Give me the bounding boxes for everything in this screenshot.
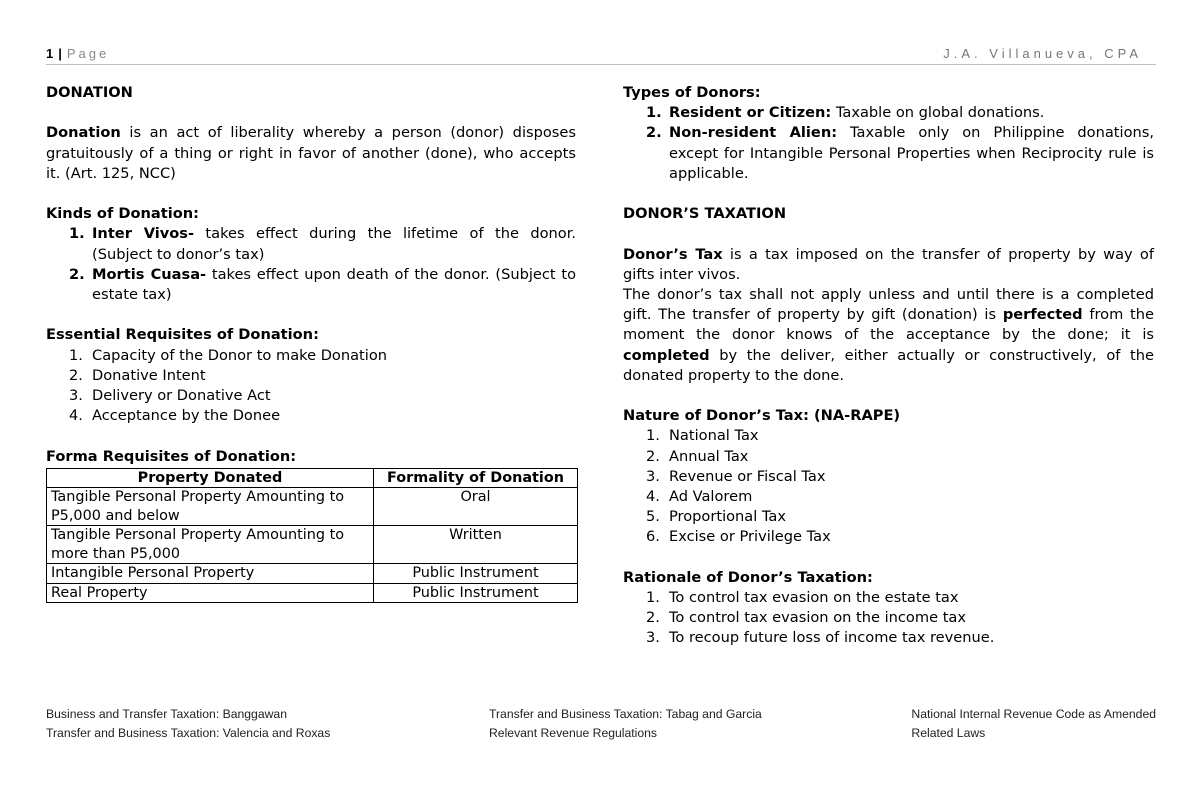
item-number: 2.: [646, 447, 660, 465]
reference-text: Relevant Revenue Regulations: [489, 726, 658, 740]
list-item: [46, 406, 576, 426]
list-item: [623, 487, 1154, 507]
item-text: National Tax: [669, 427, 759, 445]
page-number: 1: [46, 46, 56, 61]
property-cell: Tangible Personal Property Amounting to more than P5,000: [47, 526, 374, 564]
item-text: Capacity of the Donor to make Donation: [92, 346, 388, 364]
item-text: To control tax evasion on the income tax: [669, 609, 966, 627]
rationale-heading: Rationale of Donor’s Taxation:: [623, 568, 873, 586]
footer-references-2: [489, 705, 762, 743]
item-number: 2.: [646, 124, 662, 142]
table-row: [47, 583, 578, 603]
list-item: [46, 346, 576, 366]
item-text: Acceptance by the Donee: [92, 407, 281, 425]
essential-list: [46, 346, 576, 427]
reference-text: Related Laws: [911, 726, 986, 740]
item-number: 4.: [69, 407, 83, 425]
emphasis-completed: completed: [623, 346, 710, 364]
completion-paragraph: [623, 285, 1154, 386]
types-heading: Types of Donors:: [623, 84, 761, 101]
item-text: Annual Tax: [669, 447, 749, 465]
item-number: 1.: [646, 104, 662, 122]
donation-heading: DONATION: [46, 84, 133, 101]
item-number: 4.: [646, 488, 660, 506]
list-item: [46, 386, 576, 406]
item-number: 1.: [69, 225, 85, 243]
reference-text: Transfer and Business Taxation: Valencia and Roxas: [46, 726, 331, 740]
forma-heading: Forma Requisites of Donation:: [46, 447, 297, 465]
nature-heading: Nature of Donor’s Tax: (NA-RAPE): [623, 407, 901, 425]
item-text: Delivery or Donative Act: [92, 387, 271, 404]
forma-table: [46, 468, 578, 604]
table-header-row: [47, 468, 578, 488]
list-item: [623, 628, 1154, 648]
table-row: [47, 564, 578, 584]
formality-cell: Oral: [374, 488, 578, 526]
item-text: Donative Intent: [92, 366, 206, 384]
footer-references-3: [911, 705, 1156, 743]
item-text: Taxable only on Philippine donations, except for Intangible Personal Properties when Reciprocity rule is applicable.: [669, 124, 1154, 182]
item-text: takes effect during the lifetime of the donor. (Subject to donor’s tax): [92, 225, 576, 263]
item-number: 3.: [646, 629, 660, 647]
list-item: [623, 123, 1154, 184]
nature-list: [623, 426, 1154, 547]
item-number: 2.: [646, 609, 660, 627]
item-number: 1.: [646, 589, 660, 607]
page-header: [46, 44, 1156, 65]
item-term: Resident or Citizen:: [669, 104, 832, 122]
column-header-property: Property Donated: [47, 468, 374, 488]
footer-references-1: [46, 705, 330, 743]
table-row: [47, 488, 578, 526]
kinds-list: [46, 224, 576, 305]
donors-taxation-heading: DONOR’S TAXATION: [623, 205, 787, 223]
emphasis-perfected: perfected: [1002, 306, 1083, 324]
donation-definition: [46, 123, 576, 184]
header-separator: |: [58, 46, 64, 61]
item-text: Excise or Privilege Tax: [669, 528, 831, 546]
item-term: Non-resident Alien:: [669, 124, 838, 142]
formality-cell: Written: [374, 526, 578, 564]
list-item: [623, 527, 1154, 547]
reference-text: Transfer and Business Taxation: Tabag and Garcia: [489, 707, 762, 721]
column-header-formality: Formality of Donation: [374, 468, 578, 488]
list-item: [623, 103, 1154, 123]
item-number: 3.: [69, 387, 83, 404]
item-text: To recoup future loss of income tax revenue.: [669, 629, 995, 647]
list-item: [623, 507, 1154, 527]
item-text: takes effect upon death of the donor. (Subject to estate tax): [92, 265, 577, 303]
left-column: [46, 83, 576, 603]
item-term: Inter Vivos-: [92, 225, 195, 243]
item-number: 2.: [69, 366, 83, 384]
item-term: Mortis Cuasa-: [92, 265, 207, 283]
reference-text: Business and Transfer Taxation: Banggawan: [46, 707, 287, 721]
item-text: Proportional Tax: [669, 508, 787, 526]
kinds-heading: Kinds of Donation:: [46, 205, 199, 223]
list-item: [46, 366, 576, 386]
donors-tax-definition: [623, 245, 1154, 285]
item-number: 6.: [646, 528, 660, 546]
paragraph-text: The donor’s tax shall not apply unless and until there is a completed gift. The transfer of property by gift (donation) is: [623, 286, 1154, 324]
list-item: [623, 426, 1154, 446]
author-name: J.A. Villanueva, CPA: [943, 46, 1142, 61]
property-cell: Real Property: [47, 583, 374, 603]
paragraph-text: by the deliver, either actually or constructively, of the donated property to the done.: [623, 346, 1154, 384]
property-cell: Tangible Personal Property Amounting to P5,000 and below: [47, 488, 374, 526]
list-item: [46, 224, 576, 264]
item-number: 2.: [69, 265, 85, 283]
item-number: 3.: [646, 467, 660, 485]
item-number: 1.: [646, 427, 660, 445]
table-row: [47, 526, 578, 564]
definition-term: Donor’s Tax: [623, 245, 723, 263]
list-item: [623, 608, 1154, 628]
essential-heading: Essential Requisites of Donation:: [46, 326, 319, 344]
rationale-list: [623, 588, 1154, 649]
property-cell: Intangible Personal Property: [47, 564, 374, 584]
list-item: [623, 467, 1154, 487]
formality-cell: Public Instrument: [374, 583, 578, 603]
list-item: [46, 265, 576, 305]
formality-cell: Public Instrument: [374, 564, 578, 584]
definition-text: is a tax imposed on the transfer of property by way of gifts inter vivos.: [623, 245, 1154, 283]
paragraph-text: from the moment the donor knows of the acceptance by the done; it is: [623, 306, 1154, 344]
item-text: Revenue or Fiscal Tax: [669, 467, 826, 485]
page-number-label: [46, 46, 109, 61]
item-number: 5.: [646, 508, 660, 526]
item-text: Ad Valorem: [669, 488, 753, 506]
reference-text: National Internal Revenue Code as Amended: [911, 707, 1156, 721]
types-list: [623, 103, 1154, 184]
item-text: Taxable on global donations.: [831, 104, 1045, 122]
definition-text: is an act of liberality whereby a person (donor) disposes gratuitously of a thing or right in favor of another (done), who accepts it. (Art. 125, NCC): [46, 124, 576, 182]
right-column: [623, 83, 1154, 649]
list-item: [623, 447, 1154, 467]
page-label: Page: [66, 46, 110, 61]
list-item: [623, 588, 1154, 608]
item-number: 1.: [69, 346, 83, 364]
definition-term: Donation: [46, 124, 121, 142]
item-text: To control tax evasion on the estate tax: [669, 589, 959, 607]
